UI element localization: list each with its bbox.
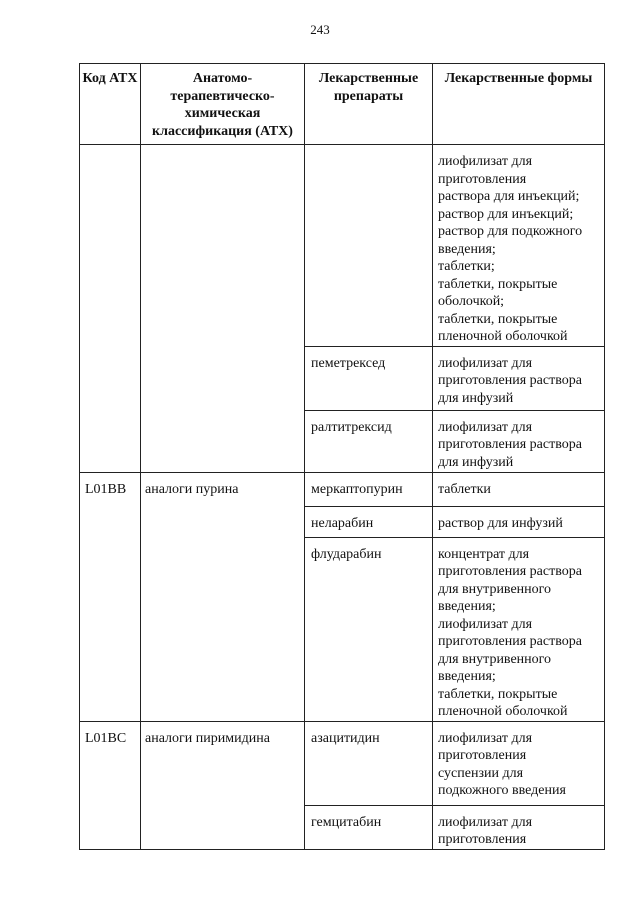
drug-forms-cell <box>433 805 605 849</box>
drug-name-cell: ралтитрексид <box>305 410 433 472</box>
drug-forms-cell <box>433 145 605 347</box>
atx-drug-table <box>79 63 605 850</box>
form-line: приготовления <box>438 171 527 187</box>
drug-forms-cell <box>433 537 605 721</box>
atx-code-cell: L01BC <box>80 721 141 849</box>
classification-cell: аналоги пиримидина <box>141 721 305 849</box>
drug-forms-cell <box>433 472 605 506</box>
form-line: лиофилизат для <box>438 730 533 746</box>
drug-name-cell: неларабин <box>305 506 433 537</box>
classification-cell <box>141 145 305 473</box>
form-line: лиофилизат для <box>438 355 533 371</box>
table-header-row <box>80 64 605 145</box>
form-line: приготовления раствора <box>438 634 582 649</box>
drug-forms-cell <box>433 410 605 472</box>
drug-name-cell: пеметрексед <box>305 346 433 410</box>
form-line: подкожного введения <box>438 783 566 798</box>
form-line: таблетки, покрытые <box>438 311 558 327</box>
form-line: таблетки <box>438 481 491 497</box>
header-drugs: Лекарственные препараты <box>305 64 433 145</box>
table-row <box>80 472 605 506</box>
form-line: таблетки, покрытые <box>438 276 558 292</box>
form-line: раствора для инъекций; <box>438 189 580 204</box>
form-line: оболочкой; <box>438 294 505 309</box>
form-line: раствор для инфузий <box>438 515 563 531</box>
drug-forms-cell <box>433 506 605 537</box>
header-code: Код АТХ <box>80 64 141 145</box>
form-line: концентрат для <box>438 546 530 562</box>
form-line: для инфузий <box>438 454 514 470</box>
form-line: лиофилизат для <box>438 154 533 169</box>
form-line: приготовления раствора <box>438 564 582 579</box>
form-line: для внутривенного <box>438 651 552 667</box>
form-line: приготовления раствора <box>438 373 582 388</box>
form-line: суспензии для <box>438 765 524 781</box>
drug-name-cell: меркаптопурин <box>305 472 433 506</box>
form-line: лиофилизат для <box>438 419 533 435</box>
form-line: лиофилизат для <box>438 616 533 632</box>
form-line: приготовления <box>438 832 527 847</box>
page-number: 243 <box>310 22 330 37</box>
atx-code-cell: L01BB <box>80 472 141 721</box>
classification-cell: аналоги пурина <box>141 472 305 721</box>
header-forms: Лекарственные формы <box>433 64 605 145</box>
table-row <box>80 145 605 347</box>
form-line: приготовления <box>438 748 527 763</box>
drug-name-cell: гемцитабин <box>305 805 433 849</box>
form-line: пленочной оболочкой <box>438 704 568 719</box>
form-line: для инфузий <box>438 390 514 406</box>
form-line: введения; <box>438 241 496 257</box>
drug-name-cell <box>305 145 433 347</box>
form-line: раствор для подкожного <box>438 224 583 239</box>
form-line: введения; <box>438 669 496 684</box>
drug-name-cell: азацитидин <box>305 721 433 805</box>
table-row <box>80 721 605 805</box>
form-line: таблетки, покрытые <box>438 686 558 702</box>
drug-forms-cell <box>433 721 605 805</box>
form-line: пленочной оболочкой <box>438 329 568 344</box>
form-line: приготовления раствора <box>438 437 582 452</box>
drug-forms-cell <box>433 346 605 410</box>
drug-name-cell: флударабин <box>305 537 433 721</box>
form-line: для внутривенного <box>438 581 552 597</box>
atx-code-cell <box>80 145 141 473</box>
form-line: лиофилизат для <box>438 814 533 830</box>
header-classification: Анатомо-терапевтическо-химическая классификация (АТХ) <box>141 64 305 145</box>
form-line: раствор для инъекций; <box>438 206 574 222</box>
form-line: таблетки; <box>438 259 495 274</box>
form-line: введения; <box>438 599 496 614</box>
